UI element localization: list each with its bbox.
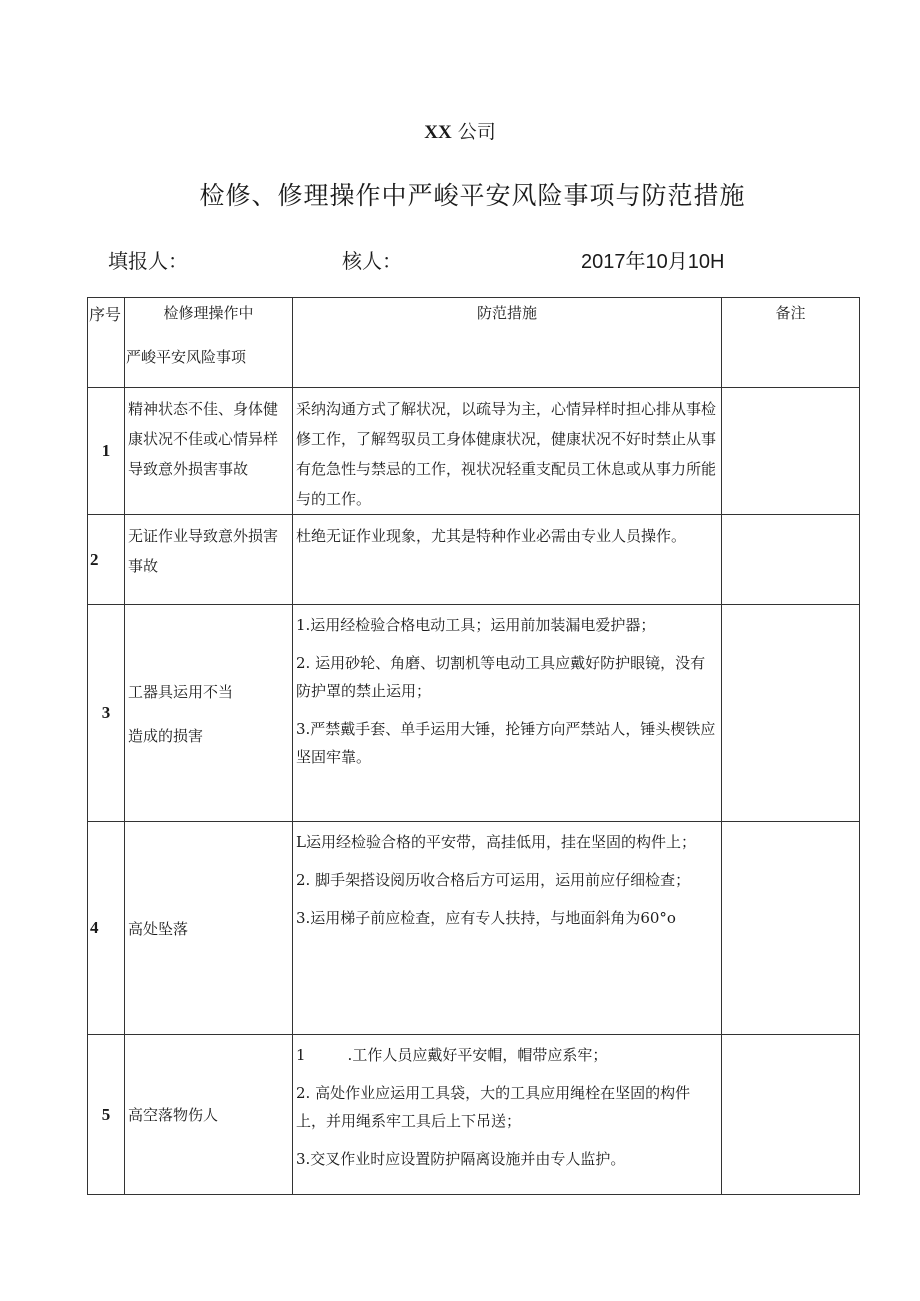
measure-item: 2. 脚手架搭设阅历收合格后方可运用，运用前应仔细检查；: [296, 871, 691, 889]
measure-item: 3.运用梯子前应检查，应有专人扶持，与地面斜角为60°o: [296, 909, 676, 927]
row-number: 2: [88, 515, 125, 605]
reviewer-label: 核人：: [342, 249, 402, 273]
header-note: 备注: [722, 298, 860, 388]
note-cell: [722, 605, 860, 822]
table-row: [88, 388, 860, 515]
risk-line2: 造成的损害: [128, 726, 204, 745]
measure-item-text: .工作人员应戴好平安帽，帽带应系牢；: [347, 1046, 608, 1064]
company-name: [0, 117, 920, 144]
table-row: [88, 515, 860, 605]
report-date: 2017年10月10H: [581, 251, 725, 273]
measure-item: 2. 高处作业应运用工具袋，大的工具应用绳栓在坚固的构件上，并用绳系牢工具后上下吊送；: [296, 1084, 691, 1130]
document-title: 检修、修理操作中严峻平安风险事项与防范措施: [199, 181, 746, 210]
measure-cell: [293, 605, 722, 822]
note-cell: [722, 1035, 860, 1195]
company-name-bold: XX: [424, 122, 452, 143]
risk-table: [87, 297, 860, 1195]
table-row: [88, 1035, 860, 1195]
filled-by-label: 填报人：: [108, 249, 188, 273]
table-row: [88, 605, 860, 822]
header-risk: [125, 298, 293, 388]
measure-item: L运用经检验合格的平安带，高挂低用，挂在坚固的构件上；: [296, 833, 696, 851]
row-number: 1: [88, 388, 125, 515]
company-name-suffix: 公司: [457, 121, 496, 143]
risk-cell: [125, 605, 293, 822]
header-risk-line2: 严峻平安风险事项: [126, 348, 247, 366]
table-header-row: [88, 298, 860, 388]
measure-item: [296, 1041, 718, 1069]
measure-item: 3.严禁戴手套、单手运用大锤，抡锤方向严禁站人，锤头楔铁应坚固牢靠。: [296, 720, 716, 766]
note-cell: [722, 822, 860, 1035]
header-measure: 防范措施: [293, 298, 722, 388]
measure-item: 3.交叉作业时应设置防护隔离设施并由专人监护。: [296, 1150, 626, 1168]
header-no: 序号: [88, 298, 125, 388]
row-number: 5: [88, 1035, 125, 1195]
measure-cell: 采纳沟通方式了解状况，以疏导为主，心情异样时担心排从事检修工作，了解驾驭员工身体健康状况，健康状况不好时禁止从事有危急性与禁忌的工作，视状况轻重支配员工休息或从事力所能与的工作。: [293, 388, 722, 515]
risk-cell: 高处坠落: [125, 822, 293, 1035]
measure-item-number: 1: [296, 1046, 306, 1064]
measure-cell: 杜绝无证作业现象，尤其是特种作业必需由专业人员操作。: [293, 515, 722, 605]
table-row: [88, 822, 860, 1035]
measure-item: 1.运用经检验合格电动工具；运用前加装漏电爱护器；: [296, 616, 656, 634]
header-risk-line1: 检修理操作中: [163, 304, 254, 322]
risk-cell: 精神状态不佳、身体健康状况不佳或心情异样导致意外损害事故: [125, 388, 293, 515]
measure-cell: [293, 1035, 722, 1195]
measure-item: 2. 运用砂轮、角磨、切割机等电动工具应戴好防护眼镜，没有防护罩的禁止运用；: [296, 654, 706, 700]
risk-cell: 高空落物伤人: [125, 1035, 293, 1195]
risk-line1: 工器具运用不当: [128, 682, 234, 701]
row-number: 3: [88, 605, 125, 822]
row-number: 4: [88, 822, 125, 1035]
note-cell: [722, 388, 860, 515]
note-cell: [722, 515, 860, 605]
risk-cell: 无证作业导致意外损害事故: [125, 515, 293, 605]
measure-cell: [293, 822, 722, 1035]
